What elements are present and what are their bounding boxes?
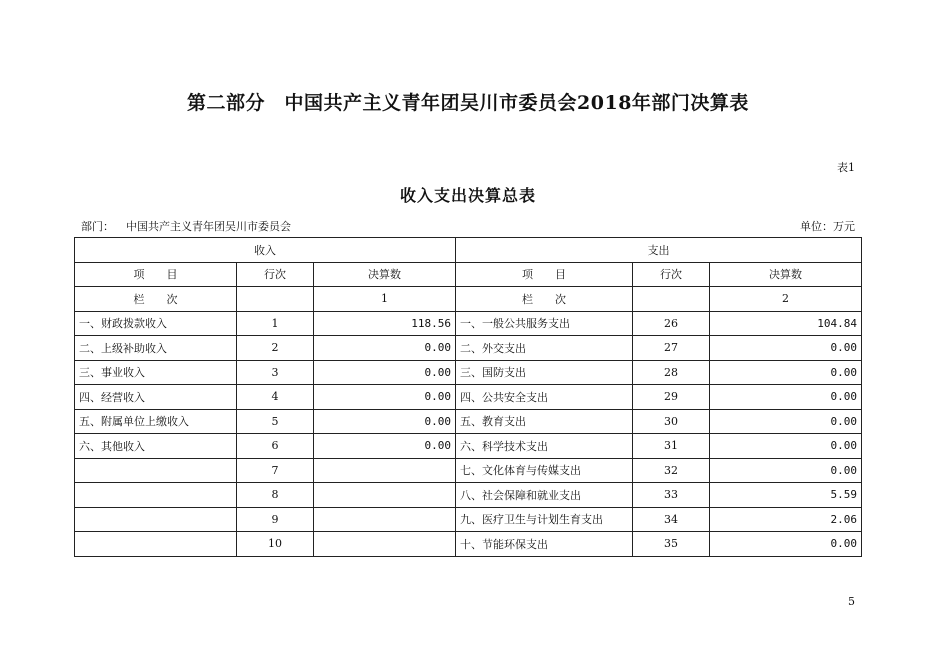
income-item-cell	[75, 507, 237, 532]
income-amount-header: 决算数	[314, 262, 456, 287]
expense-row-no-cell: 34	[633, 507, 710, 532]
income-row-no-cell: 4	[237, 385, 314, 410]
expense-amount-cell: 0.00	[710, 385, 862, 410]
table-title: 收入支出决算总表	[399, 186, 536, 205]
expense-row-no-cell: 26	[633, 311, 710, 336]
income-col-number: 1	[314, 287, 456, 312]
expense-item-cell: 十、节能环保支出	[456, 532, 633, 557]
table-row	[75, 434, 862, 459]
expense-amount-cell: 0.00	[710, 336, 862, 361]
expense-item-cell: 七、文化体育与传媒支出	[456, 458, 633, 483]
table-row	[75, 532, 862, 557]
expense-group-header: 支出	[456, 238, 862, 263]
income-row-no-cell: 1	[237, 311, 314, 336]
expense-amount-cell: 104.84	[710, 311, 862, 336]
table-row	[75, 458, 862, 483]
unit-label: 单位：万元	[800, 220, 855, 233]
income-amount-cell: 0.00	[314, 385, 456, 410]
table-row	[75, 385, 862, 410]
income-expense-table	[74, 237, 862, 557]
income-item-cell	[75, 458, 237, 483]
expense-col-label: 栏 次	[456, 287, 633, 312]
income-col-label: 栏 次	[75, 287, 237, 312]
expense-item-header: 项 目	[456, 262, 633, 287]
table-number: 表1	[837, 161, 855, 174]
income-amount-cell: 0.00	[314, 434, 456, 459]
expense-row-no-cell: 32	[633, 458, 710, 483]
expense-amount-cell: 0.00	[710, 409, 862, 434]
expense-col-number: 2	[710, 287, 862, 312]
income-item-cell: 二、上级补助收入	[75, 336, 237, 361]
income-item-cell: 五、附属单位上缴收入	[75, 409, 237, 434]
income-row-no-cell: 8	[237, 483, 314, 508]
column-header-row	[75, 262, 862, 287]
table-row	[75, 311, 862, 336]
income-row-no-cell: 2	[237, 336, 314, 361]
table-row	[75, 409, 862, 434]
income-row-no-cell: 9	[237, 507, 314, 532]
expense-item-cell: 五、教育支出	[456, 409, 633, 434]
income-group-header: 收入	[75, 238, 456, 263]
expense-item-cell: 九、医疗卫生与计划生育支出	[456, 507, 633, 532]
page-number: 5	[848, 595, 855, 608]
expense-item-cell: 四、公共安全支出	[456, 385, 633, 410]
table-row	[75, 336, 862, 361]
income-item-cell: 四、经营收入	[75, 385, 237, 410]
income-amount-cell: 0.00	[314, 360, 456, 385]
expense-amount-cell: 0.00	[710, 434, 862, 459]
expense-row-no-cell: 31	[633, 434, 710, 459]
expense-row-no-cell: 29	[633, 385, 710, 410]
expense-item-cell: 六、科学技术支出	[456, 434, 633, 459]
expense-row-no-cell: 35	[633, 532, 710, 557]
income-amount-cell	[314, 507, 456, 532]
expense-amount-cell: 0.00	[710, 360, 862, 385]
expense-amount-cell: 5.59	[710, 483, 862, 508]
expense-amount-header: 决算数	[710, 262, 862, 287]
table-row	[75, 483, 862, 508]
table-row	[75, 360, 862, 385]
expense-item-cell: 二、外交支出	[456, 336, 633, 361]
income-amount-cell: 0.00	[314, 409, 456, 434]
department-line	[81, 218, 291, 234]
expense-amount-cell: 0.00	[710, 458, 862, 483]
expense-item-cell: 一、一般公共服务支出	[456, 311, 633, 336]
income-item-header: 项 目	[75, 262, 237, 287]
income-item-cell	[75, 532, 237, 557]
income-item-cell: 六、其他收入	[75, 434, 237, 459]
income-amount-cell	[314, 458, 456, 483]
income-item-cell: 三、事业收入	[75, 360, 237, 385]
table-row	[75, 507, 862, 532]
page-title: 第二部分 中国共产主义青年团吴川市委员会2018年部门决算表	[187, 92, 749, 114]
income-row-no-cell: 7	[237, 458, 314, 483]
income-amount-cell	[314, 483, 456, 508]
income-amount-cell	[314, 532, 456, 557]
column-number-row	[75, 287, 862, 312]
income-row-no-cell: 3	[237, 360, 314, 385]
income-col-empty	[237, 287, 314, 312]
department-label: 部门：	[81, 220, 114, 233]
income-item-cell: 一、财政拨款收入	[75, 311, 237, 336]
expense-row-no-cell: 30	[633, 409, 710, 434]
income-row-no-cell: 6	[237, 434, 314, 459]
department-name: 中国共产主义青年团吴川市委员会	[126, 220, 291, 233]
expense-row-no-cell: 27	[633, 336, 710, 361]
expense-row-no-cell: 33	[633, 483, 710, 508]
income-item-cell	[75, 483, 237, 508]
expense-col-empty	[633, 287, 710, 312]
group-header-row	[75, 238, 862, 263]
income-row-no-header: 行次	[237, 262, 314, 287]
income-row-no-cell: 5	[237, 409, 314, 434]
expense-amount-cell: 0.00	[710, 532, 862, 557]
expense-row-no-cell: 28	[633, 360, 710, 385]
expense-item-cell: 八、社会保障和就业支出	[456, 483, 633, 508]
income-row-no-cell: 10	[237, 532, 314, 557]
income-amount-cell: 118.56	[314, 311, 456, 336]
expense-row-no-header: 行次	[633, 262, 710, 287]
income-amount-cell: 0.00	[314, 336, 456, 361]
expense-item-cell: 三、国防支出	[456, 360, 633, 385]
expense-amount-cell: 2.06	[710, 507, 862, 532]
